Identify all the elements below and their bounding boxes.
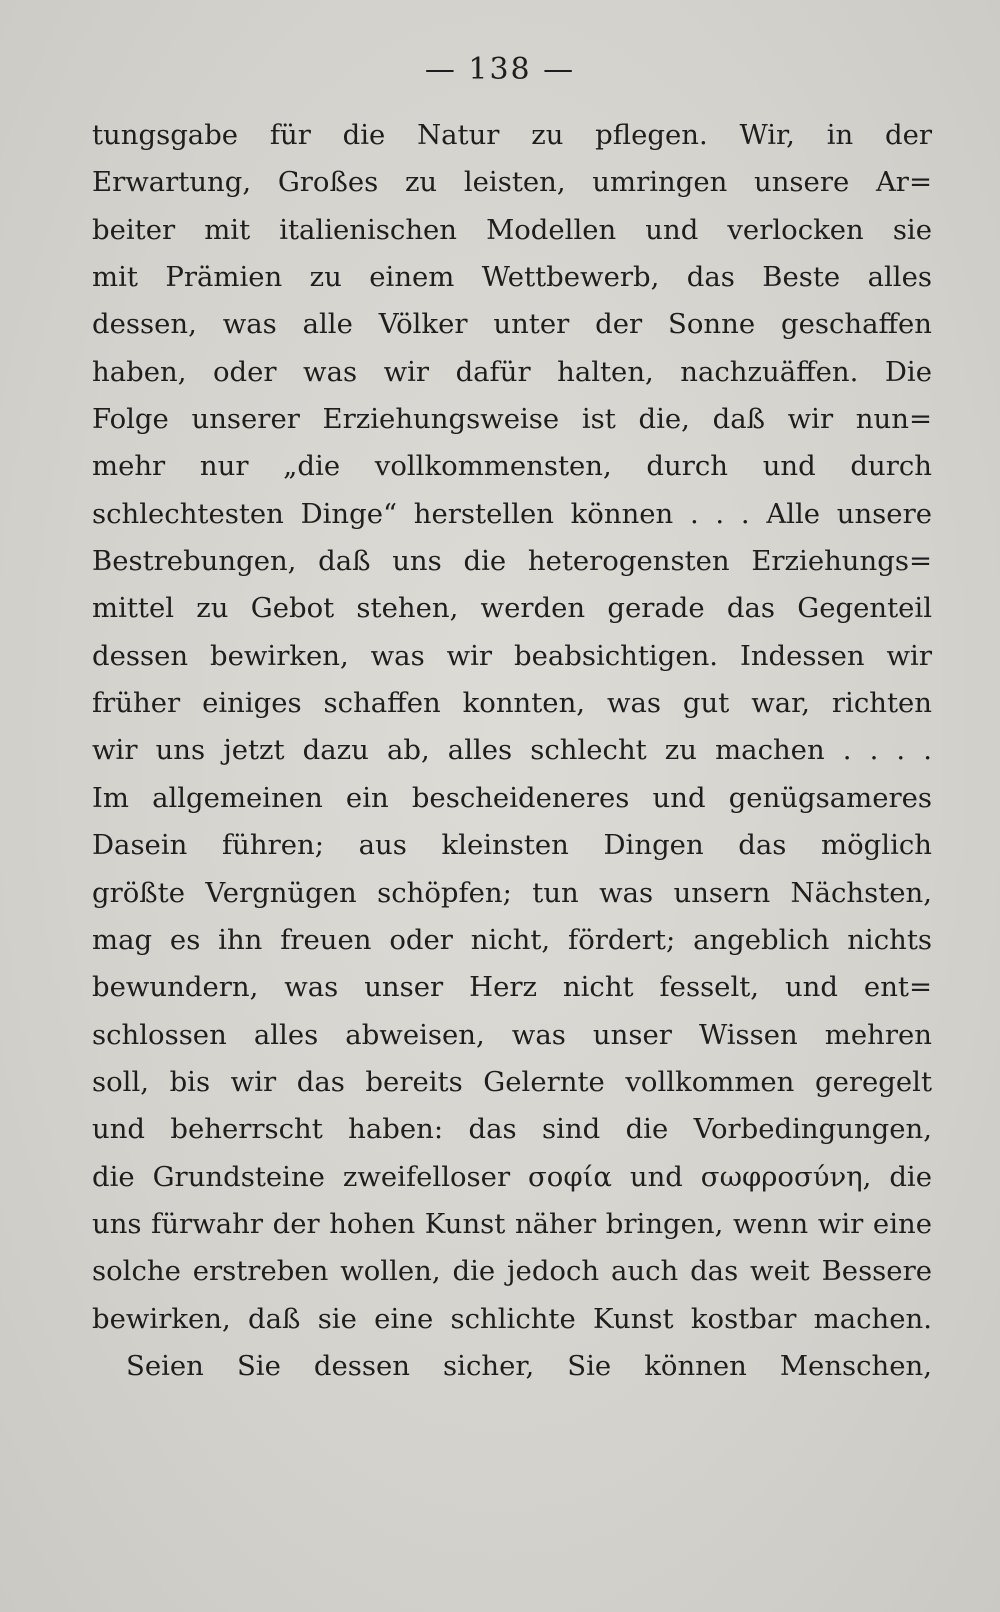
text-line: bewundern, was unser Herz nicht fesselt, und ent=	[92, 971, 932, 1004]
text-line: schlechtesten Dinge“ herstellen können . . . Alle unsere	[92, 497, 932, 530]
text-line: früher einiges schaffen konnten, was gut war, richten	[92, 687, 932, 720]
text-line: wir uns jetzt dazu ab, alles schlecht zu machen . . . .	[92, 734, 932, 767]
text-line: Im allgemeinen ein bescheideneres und genügsameres	[92, 781, 932, 814]
text-line: Seien Sie dessen sicher, Sie können Menschen,	[126, 1349, 932, 1382]
text-line: solche erstreben wollen, die jedoch auch das weit Bessere	[92, 1255, 932, 1288]
text-line: Folge unserer Erziehungsweise ist die, daß wir nun=	[92, 403, 932, 436]
text-line: uns fürwahr der hohen Kunst näher bringen, wenn wir eine	[92, 1207, 932, 1240]
text-line: mit Prämien zu einem Wettbewerb, das Beste alles	[92, 261, 932, 294]
text-line: und beherrscht haben: das sind die Vorbedingungen,	[92, 1113, 932, 1146]
text-line: dessen bewirken, was wir beabsichtigen. Indessen wir	[92, 639, 932, 672]
page-number: — 138 —	[424, 52, 576, 87]
text-line: Bestrebungen, daß uns die heterogensten Erziehungs=	[92, 545, 932, 578]
text-line: mehr nur „die vollkommensten, durch und durch	[92, 450, 932, 483]
text-line: mag es ihn freuen oder nicht, fördert; angeblich nichts	[92, 923, 932, 956]
text-line: beiter mit italienischen Modellen und verlocken sie	[92, 213, 932, 246]
text-line: schlossen alles abweisen, was unser Wissen mehren	[92, 1018, 932, 1051]
text-line: haben, oder was wir dafür halten, nachzuäffen. Die	[92, 355, 932, 388]
text-line: die Grundsteine zweifelloser σοφία und σωφροσύνη, die	[92, 1160, 932, 1193]
text-line: größte Vergnügen schöpfen; tun was unsern Nächsten,	[92, 876, 932, 909]
text-line: soll, bis wir das bereits Gelernte vollkommen geregelt	[92, 1065, 932, 1098]
text-line: Dasein führen; aus kleinsten Dingen das möglich	[92, 829, 932, 862]
text-line: Erwartung, Großes zu leisten, umringen unsere Ar=	[92, 166, 932, 199]
body-text	[92, 112, 932, 1390]
text-line: mittel zu Gebot stehen, werden gerade das Gegenteil	[92, 592, 932, 625]
text-line: tungsgabe für die Natur zu pflegen. Wir, in der	[92, 119, 932, 151]
text-line: dessen, was alle Völker unter der Sonne geschaffen	[92, 308, 932, 341]
text-line: bewirken, daß sie eine schlichte Kunst kostbar machen.	[92, 1302, 932, 1335]
